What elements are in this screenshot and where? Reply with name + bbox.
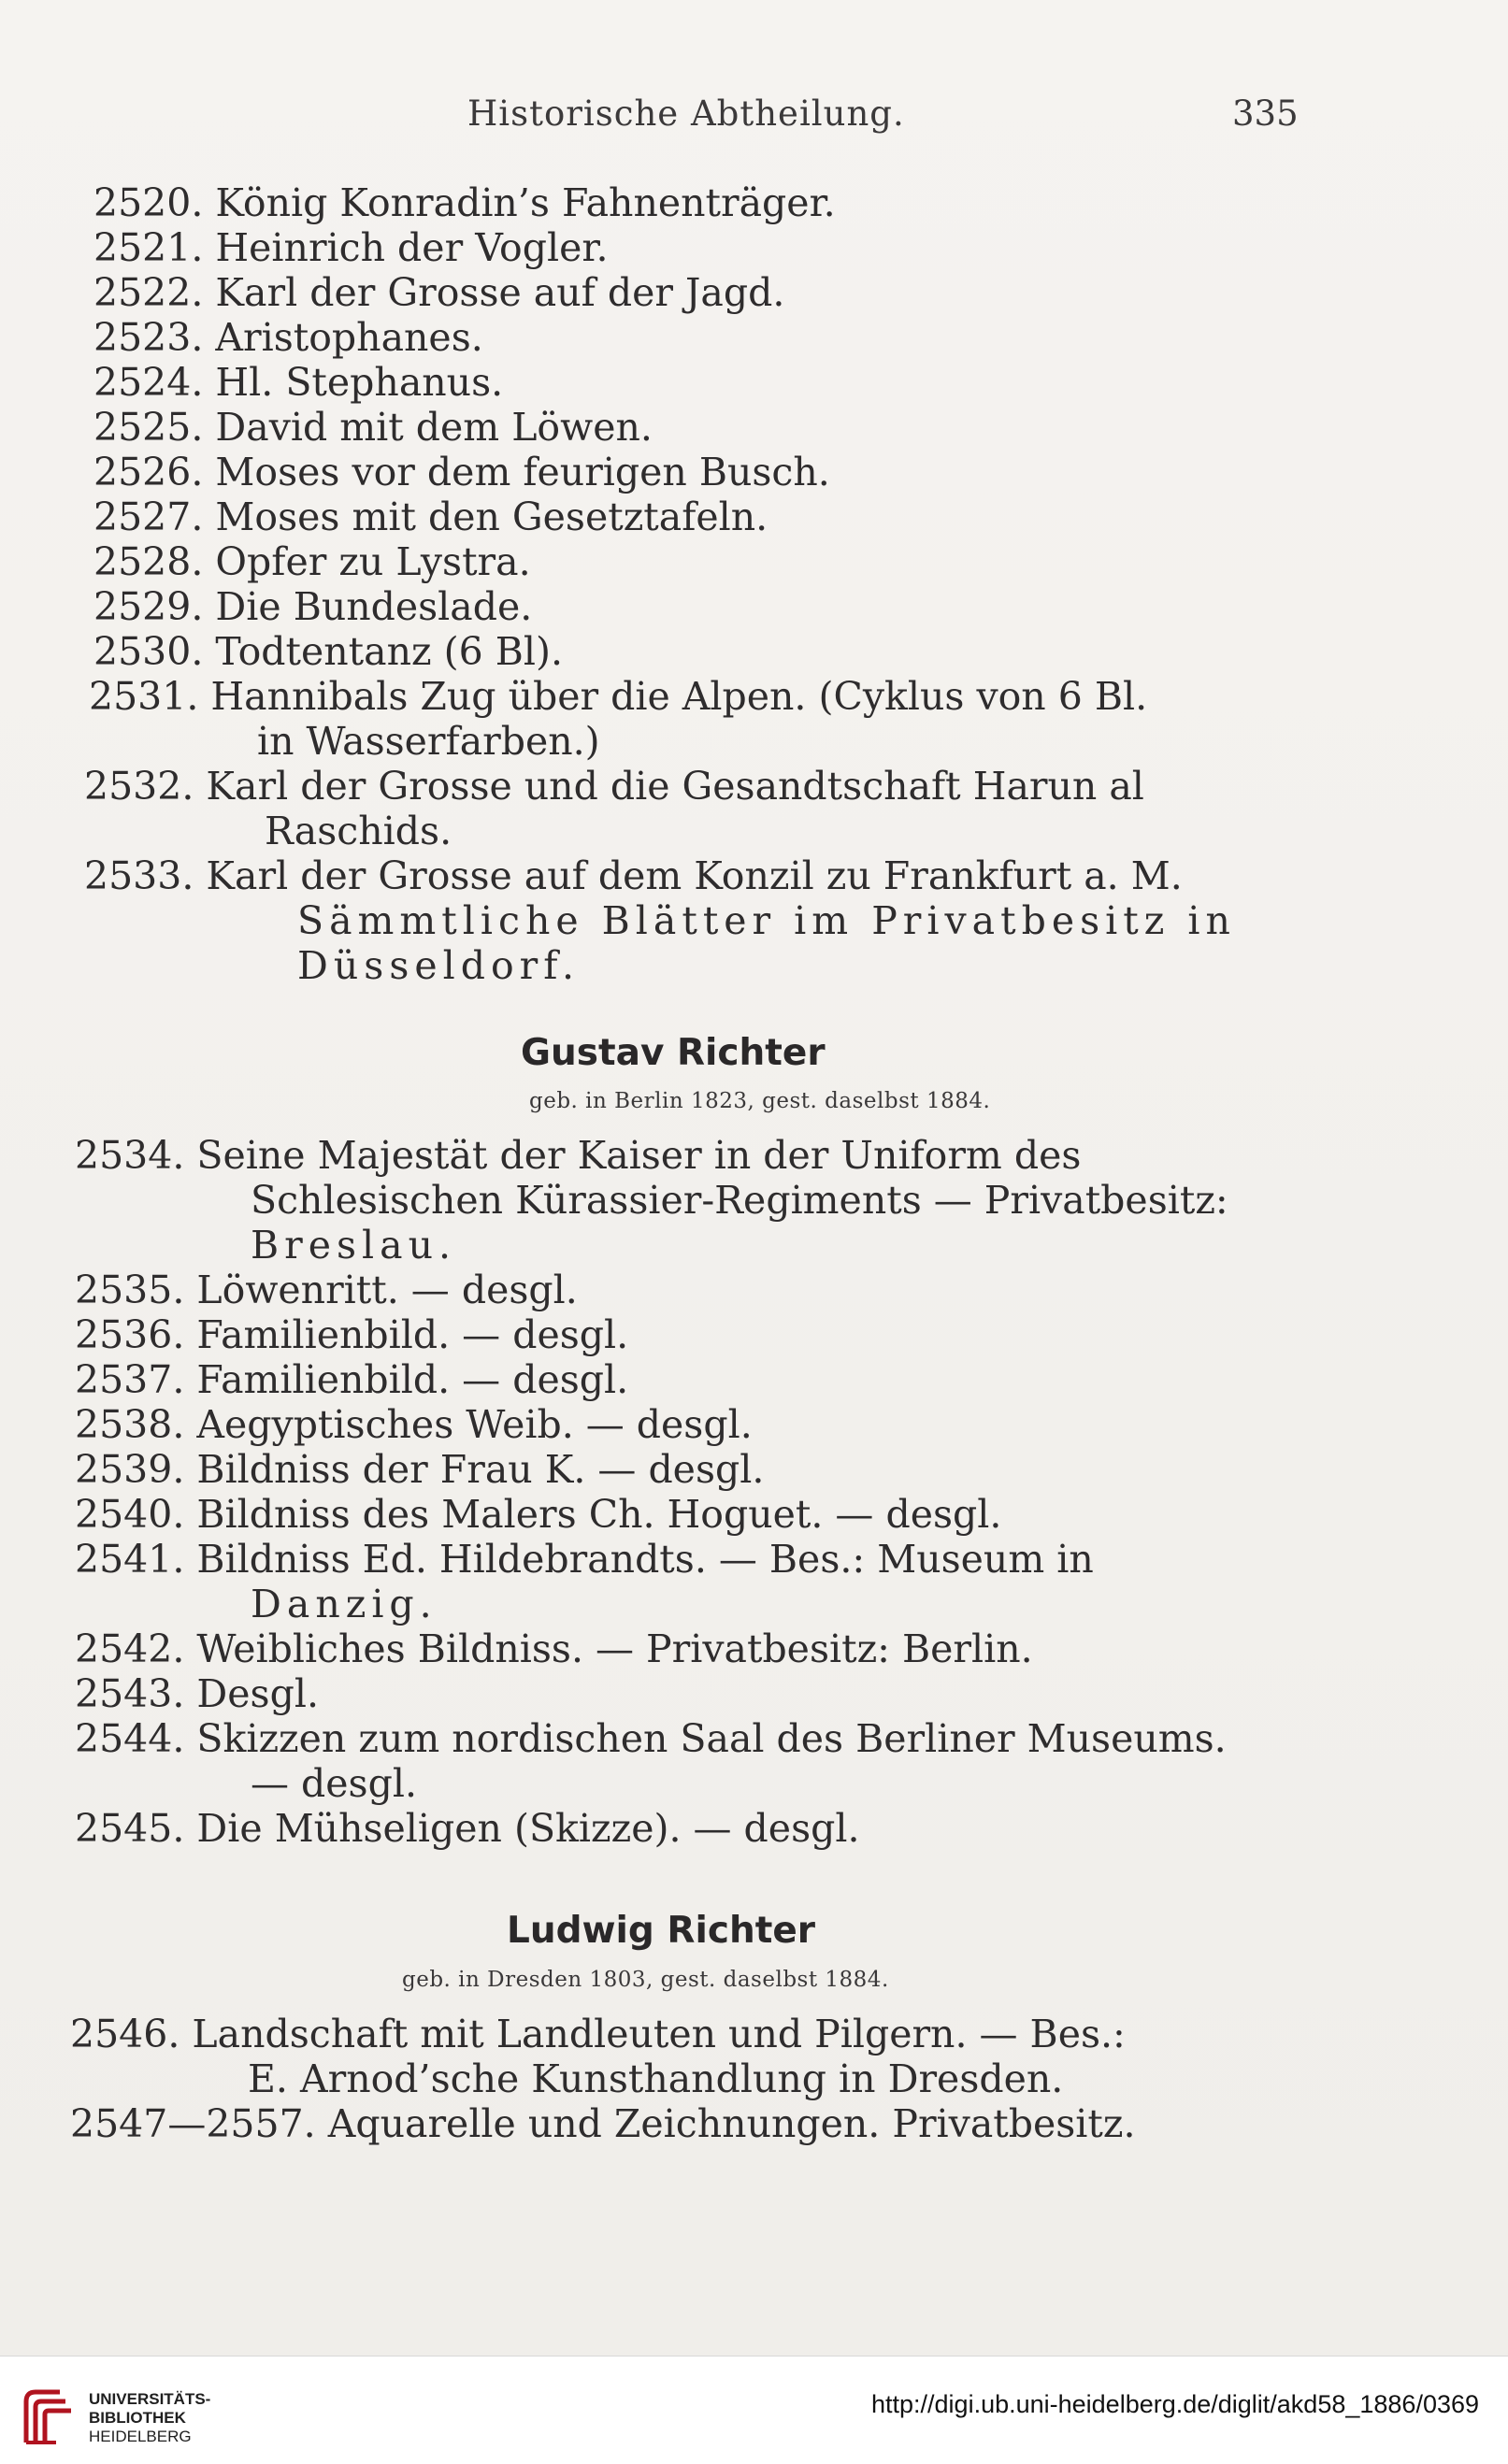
subheading-gustav-richter: geb. in Berlin 1823, gest. daselbst 1884. xyxy=(529,1089,991,1113)
entry-2520: 2520. König Konradin’s Fahnenträger. xyxy=(93,180,836,225)
entry-2533: 2533. Karl der Grosse auf dem Konzil zu Frankfurt a. M. xyxy=(84,853,1183,898)
entry-2521: 2521. Heinrich der Vogler. xyxy=(93,225,609,270)
running-head-title: Historische Abtheilung. xyxy=(467,93,905,134)
entry-2544-cont: — desgl. xyxy=(251,1761,417,1806)
entry-2529: 2529. Die Bundeslade. xyxy=(93,584,533,629)
page-number: 335 xyxy=(1232,93,1299,134)
entry-2534-cont1: Schlesischen Kürassier-Regiments — Privatbesitz: xyxy=(251,1178,1228,1223)
entry-2536: 2536. Familienbild. — desgl. xyxy=(75,1312,629,1357)
heading-ludwig-richter: Ludwig Richter xyxy=(507,1910,816,1952)
entry-2541-cont: Danzig. xyxy=(251,1582,438,1626)
entry-2526: 2526. Moses vor dem feurigen Busch. xyxy=(93,450,830,494)
entry-2547-2557: 2547—2557. Aquarelle und Zeichnungen. Privatbesitz. xyxy=(70,2101,1136,2146)
entry-2530: 2530. Todtentanz (6 Bl). xyxy=(93,629,563,674)
entry-2533-cont1: Sämmtliche Blätter im Privatbesitz in xyxy=(297,898,1236,943)
entry-2531-cont: in Wasserfarben.) xyxy=(257,719,600,764)
entry-2534-cont2: Breslau. xyxy=(251,1223,457,1268)
entry-2539: 2539. Bildniss der Frau K. — desgl. xyxy=(75,1447,765,1492)
entry-2543: 2543. Desgl. xyxy=(75,1671,319,1716)
entry-2546: 2546. Landschaft mit Landleuten und Pilgern. — Bes.: xyxy=(70,2012,1126,2056)
entry-2524: 2524. Hl. Stephanus. xyxy=(93,360,504,405)
library-name-line2: BIBLIOTHEK xyxy=(89,2409,186,2427)
library-name xyxy=(89,2390,210,2446)
entry-2546-cont: E. Arnod’sche Kunsthandlung in Dresden. xyxy=(248,2056,1064,2101)
entry-2522: 2522. Karl der Grosse auf der Jagd. xyxy=(93,270,785,315)
entry-2532: 2532. Karl der Grosse und die Gesandtschaft Harun al xyxy=(84,764,1144,809)
library-name-line1: UNIVERSITÄTS- xyxy=(89,2390,211,2408)
entry-2534: 2534. Seine Majestät der Kaiser in der Uniform des xyxy=(75,1133,1082,1178)
entry-2540: 2540. Bildniss des Malers Ch. Hoguet. — desgl. xyxy=(75,1492,1002,1537)
entry-2542: 2542. Weibliches Bildniss. — Privatbesitz: Berlin. xyxy=(75,1626,1033,1671)
entry-2535: 2535. Löwenritt. — desgl. xyxy=(75,1268,578,1312)
subheading-ludwig-richter: geb. in Dresden 1803, gest. daselbst 1884. xyxy=(402,1968,889,1992)
running-head xyxy=(0,93,1508,140)
library-name-line3: HEIDELBERG xyxy=(89,2428,192,2445)
entry-2545: 2545. Die Mühseligen (Skizze). — desgl. xyxy=(75,1806,860,1851)
permalink-url[interactable]: http://digi.ub.uni-heidelberg.de/diglit/akd58_1886/0369 xyxy=(871,2390,1480,2418)
entry-2537: 2537. Familienbild. — desgl. xyxy=(75,1357,629,1402)
entry-2533-cont2: Düsseldorf. xyxy=(297,943,581,988)
entry-2528: 2528. Opfer zu Lystra. xyxy=(93,539,531,584)
heading-gustav-richter: Gustav Richter xyxy=(521,1032,826,1074)
library-logo-icon xyxy=(19,2385,79,2450)
entry-2544: 2544. Skizzen zum nordischen Saal des Berliner Museums. xyxy=(75,1716,1227,1761)
entry-2523: 2523. Aristophanes. xyxy=(93,315,483,360)
entry-2525: 2525. David mit dem Löwen. xyxy=(93,405,653,450)
entry-2538: 2538. Aegyptisches Weib. — desgl. xyxy=(75,1402,753,1447)
viewer-footer xyxy=(0,2356,1508,2464)
entry-2541: 2541. Bildniss Ed. Hildebrandts. — Bes.: Museum in xyxy=(75,1537,1094,1582)
entry-2527: 2527. Moses mit den Gesetztafeln. xyxy=(93,494,768,539)
entry-2531: 2531. Hannibals Zug über die Alpen. (Cyklus von 6 Bl. xyxy=(89,674,1148,719)
entry-2532-cont: Raschids. xyxy=(265,809,452,853)
